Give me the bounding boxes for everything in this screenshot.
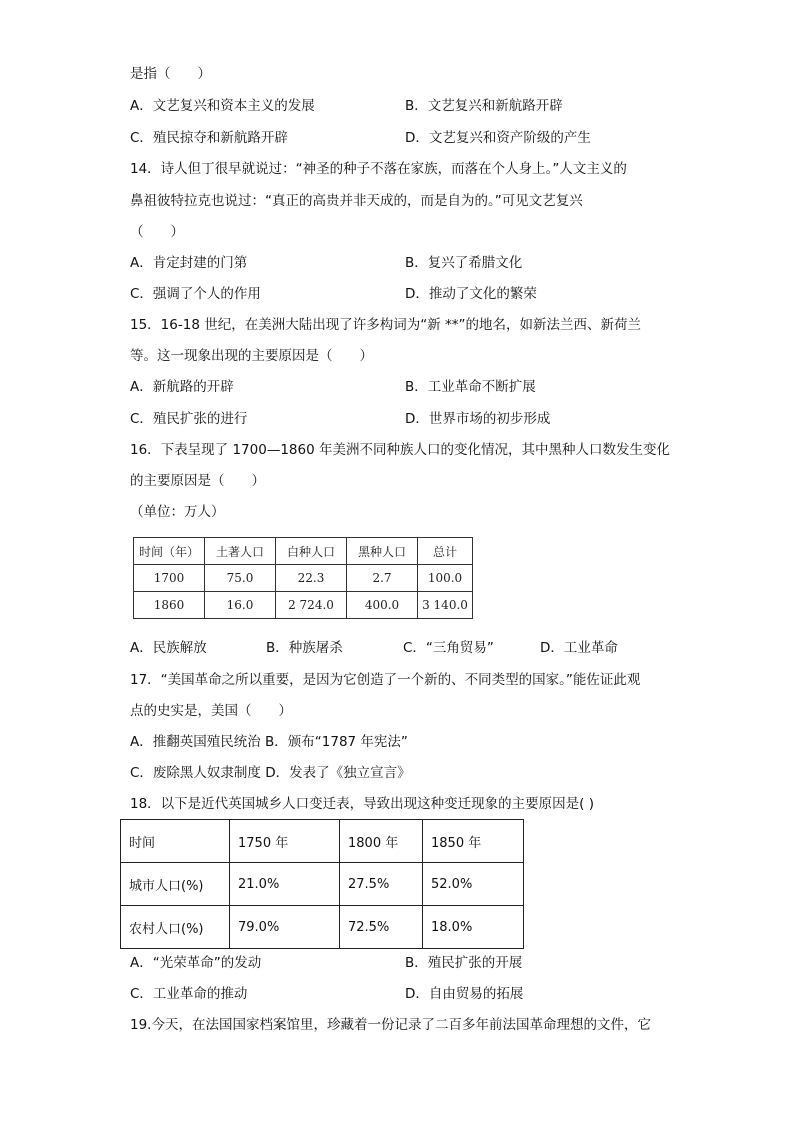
q15-stem-line1: 15．16-18 世纪，在美洲大陆出现了许多构词为“新 **”的地名，如新法兰西、新荷兰	[130, 317, 641, 333]
table-row	[121, 906, 524, 949]
q15-option-a: A．新航路的开辟	[130, 379, 234, 395]
table-row	[134, 592, 473, 619]
q16-unit-note: （单位：万人）	[130, 504, 225, 520]
table-cell: 75.0	[205, 565, 276, 592]
table-row	[134, 565, 473, 592]
q16-option-b: B．种族屠杀	[266, 640, 343, 656]
q13-option-c: C．殖民掠夺和新航路开辟	[130, 130, 288, 146]
table-cell: 400.0	[347, 592, 418, 619]
q14-option-d: D．推动了文化的繁荣	[405, 286, 537, 302]
table-cell: 2.7	[347, 565, 418, 592]
table-cell: 2 724.0	[276, 592, 347, 619]
q17-options-cd: C．废除黑人奴隶制度 D．发表了《独立宣言》	[130, 765, 411, 781]
table-cell: 52.0%	[423, 863, 524, 906]
q13-option-a: A．文艺复兴和资本主义的发展	[130, 98, 315, 114]
table-cell: 农村人口(%)	[121, 906, 230, 949]
q18-option-d: D．自由贸易的拓展	[405, 986, 524, 1002]
table-cell: 100.0	[418, 565, 473, 592]
q17-stem-line2: 点的史实是，美国（ ）	[130, 703, 292, 719]
q18-urban-rural-table	[120, 819, 524, 949]
table-header-cell: 白种人口	[276, 538, 347, 565]
q15-option-d: D．世界市场的初步形成	[405, 411, 551, 427]
table-cell: 城市人口(%)	[121, 863, 230, 906]
q18-option-a: A．“光荣革命”的发动	[130, 955, 262, 971]
q17-options-ab: A．推翻英国殖民统治 B．颁布“1787 年宪法”	[130, 734, 408, 750]
table-header-cell: 1850 年	[423, 820, 524, 863]
table-cell: 16.0	[205, 592, 276, 619]
q18-option-c: C．工业革命的推动	[130, 986, 248, 1002]
table-header-cell: 总计	[418, 538, 473, 565]
table-header-cell: 时间（年）	[134, 538, 205, 565]
q16-stem-line1: 16．下表呈现了 1700—1860 年美洲不同种族人口的变化情况，其中黑种人口数发生变化	[130, 442, 670, 458]
q14-stem-line1: 14．诗人但丁很早就说过：“神圣的种子不落在家族，而落在个人身上。”人文主义的	[130, 161, 627, 177]
q16-population-table	[133, 537, 473, 619]
table-cell: 1700	[134, 565, 205, 592]
q16-stem-line2: 的主要原因是（ ）	[130, 473, 265, 489]
table-header-cell: 黑种人口	[347, 538, 418, 565]
table-cell: 72.5%	[340, 906, 423, 949]
q16-option-d: D．工业革命	[540, 640, 618, 656]
q14-option-b: B．复兴了希腊文化	[405, 255, 523, 271]
table-cell: 3 140.0	[418, 592, 473, 619]
q17-stem-line1: 17．“美国革命之所以重要，是因为它创造了一个新的、不同类型的国家。”能佐证此观	[130, 672, 641, 688]
table-cell: 18.0%	[423, 906, 524, 949]
table-header-cell: 1800 年	[340, 820, 423, 863]
table-header-cell: 1750 年	[230, 820, 340, 863]
q13-option-d: D．文艺复兴和资产阶级的产生	[405, 130, 591, 146]
table-header-cell: 土著人口	[205, 538, 276, 565]
table-row	[121, 863, 524, 906]
table-cell: 27.5%	[340, 863, 423, 906]
q18-stem: 18．以下是近代英国城乡人口变迁表，导致出现这种变迁现象的主要原因是( )	[130, 796, 595, 812]
table-cell: 21.0%	[230, 863, 340, 906]
table-cell: 22.3	[276, 565, 347, 592]
q14-stem-line3: （ ）	[130, 224, 184, 240]
q14-stem-line2: 鼻祖彼特拉克也说过：“真正的高贵并非天成的，而是自为的。”可见文艺复兴	[130, 193, 583, 209]
q15-stem-line2: 等。这一现象出现的主要原因是（ ）	[130, 348, 373, 364]
q18-option-b: B．殖民扩张的开展	[405, 955, 523, 971]
q14-option-a: A．肯定封建的门第	[130, 255, 248, 271]
table-header-row	[121, 820, 524, 863]
q16-option-a: A．民族解放	[130, 640, 207, 656]
table-header-cell: 时间	[121, 820, 230, 863]
table-header-row	[134, 538, 473, 565]
q15-option-c: C．殖民扩张的进行	[130, 411, 248, 427]
q14-option-c: C．强调了个人的作用	[130, 286, 261, 302]
q13-option-b: B．文艺复兴和新航路开辟	[405, 98, 563, 114]
table-cell: 79.0%	[230, 906, 340, 949]
table-cell: 1860	[134, 592, 205, 619]
q16-option-c: C．“三角贸易”	[403, 640, 494, 656]
q19-stem-line1: 19.今天，在法国国家档案馆里，珍藏着一份记录了二百多年前法国革命理想的文件，它	[130, 1017, 651, 1033]
q15-option-b: B．工业革命不断扩展	[405, 379, 536, 395]
q13-stem-tail: 是指（ ）	[130, 66, 211, 82]
